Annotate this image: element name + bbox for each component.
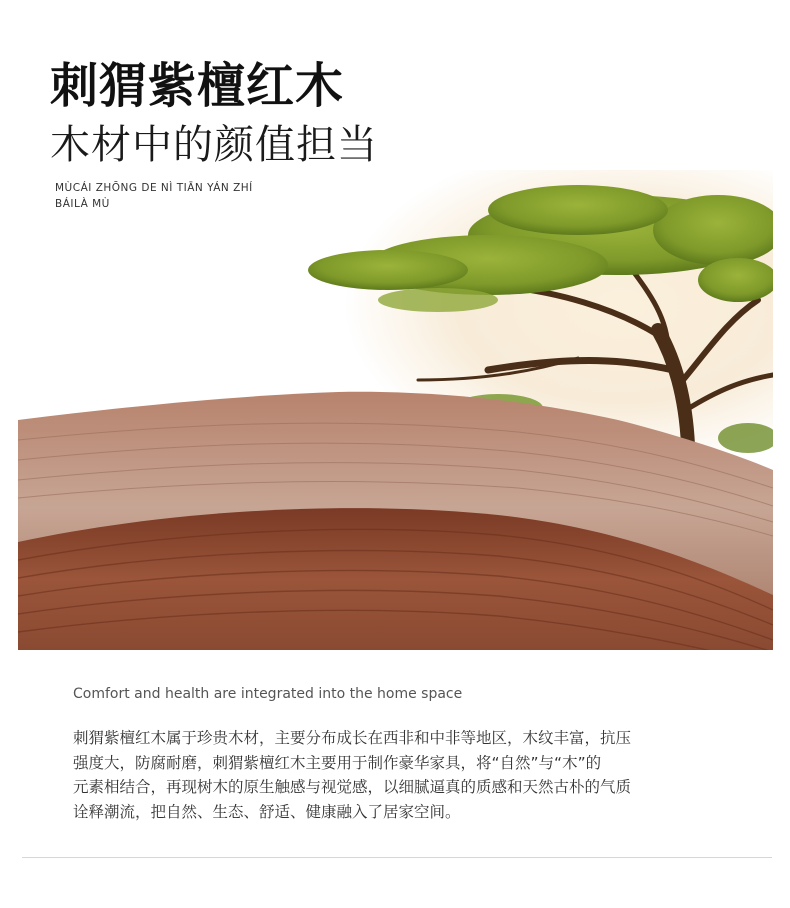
tree-and-wood-illustration (18, 170, 773, 650)
hero-image (18, 170, 773, 650)
description-line: 诠释潮流，把自然、生态、舒适、健康融入了居家空间。 (73, 802, 461, 821)
pinyin-line-2: BÁILÀ MÙ (55, 198, 110, 210)
description-line: 刺猬紫檀红木属于珍贵木材，主要分布成长在西非和中非等地区，木纹丰富，抗压 (73, 729, 632, 747)
pinyin-line-1: MÙCÁI ZHŌNG DE NÌ TIĀN YÁN ZHÍ (55, 182, 253, 194)
description-line: 强度大，防腐耐磨，刺猬紫檀红木主要用于制作豪华家具，将“自然”与“木”的 (73, 753, 602, 772)
tagline: Comfort and health are integrated into the home space (73, 686, 463, 702)
divider (22, 857, 772, 858)
page-title: 刺猬紫檀红木 (50, 58, 345, 114)
page-subtitle: 木材中的颜值担当 (50, 122, 378, 168)
description (73, 726, 723, 824)
description-line: 元素相结合，再现树木的原生触感与视觉感，以细腻逼真的质感和天然古朴的气质 (73, 778, 632, 796)
